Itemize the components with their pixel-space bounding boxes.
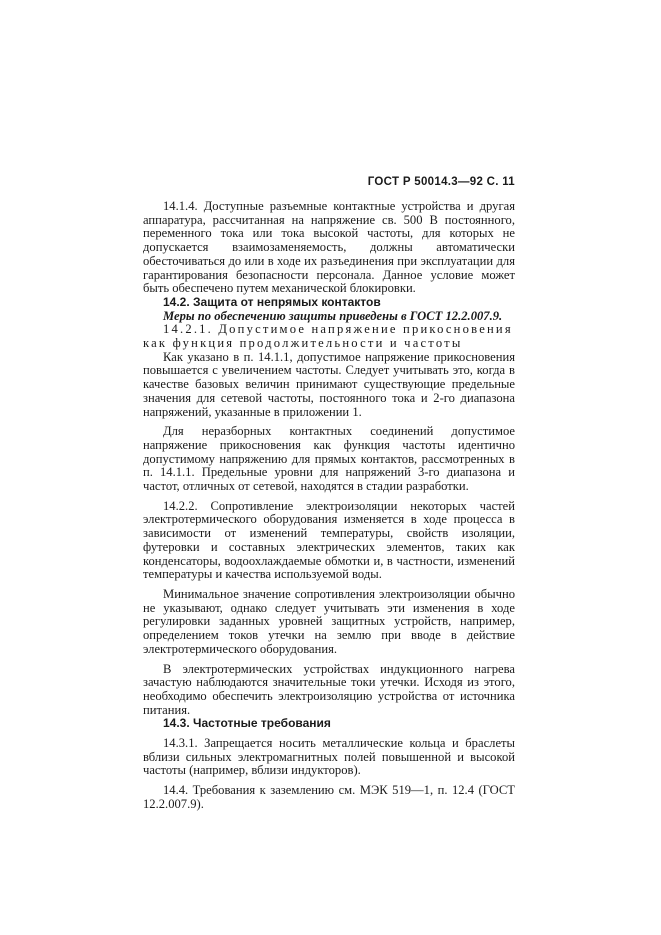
paragraph-14-4: 14.4. Требования к заземлению см. МЭК 519—1, п. 12.4 (ГОСТ 12.2.007.9). [143,783,515,811]
paragraph-14-2-1-b: Для неразборных контактных соединений допустимое напряжение прикосновения как функция частоты идентично допустимому напряжению для прямых контактов, рассмотренных в п. 14.1.1. Предельные уровни для напряжений 3-го диапазона и частот, отличных от сетевой, находятся в стадии разработки. [143,424,515,494]
paragraph-14-2-2-b: Минимальное значение сопротивления электроизоляции обычно не указывают, однако следует учитывать эти изменения в ходе регулировки заданных уровней защитных устройств, например, определением токов утечки на землю при вводе в действие электротермического оборудования. [143,586,515,656]
paragraph-14-1-4: 14.1.4. Доступные разъемные контактные устройства и другая аппаратура, рассчитанная на напряжение св. 500 В постоянного, переменного тока или тока высокой частоты, для которых не допускается взаимозаменяемость, должны автоматически обесточиваться до или в ходе их разъединения при эксплуатации для гарантирования безопасности персонала. Данное условие может быть обеспечено путем механической блокировки. [143,199,515,296]
paragraph-14-3-1: 14.3.1. Запрещается носить металлические кольца и браслеты вблизи сильных электромагнитных полей повышенной и высокой частоты (например, вблизи индукторов). [143,736,515,778]
paragraph-14-2-2: 14.2.2. Сопротивление электроизоляции некоторых частей электротермического оборудования изменяется в ходе процесса в зависимости от изменений температуры, свойств изоляции, футеровки и составных электрических элементов, таких как конденсаторы, водоохлаждаемые обмотки и, в частности, изменений температуры и качества используемой воды. [143,498,515,582]
heading-14-3: 14.3. Частотные требования [163,716,331,731]
paragraph-14-2-1-a: Как указано в п. 14.1.1, допустимое напряжение прикосновения повышается с увеличением частоты. Следует учитывать это, когда в качестве базовых величин принимают существующие предельные значения для сетевой частоты, постоянного тока и 2-го диапазона напряжений, указанные в приложении 1. [143,349,515,419]
heading-14-2: 14.2. Защита от непрямых контактов [163,294,381,309]
document-body [143,200,515,812]
paragraph-14-2-2-c: В электротермических устройствах индукционного нагрева зачастую наблюдаются значительные токи утечки. Исходя из этого, необходимо обеспечить электроизоляцию устройства от источника питания. [143,661,515,717]
heading-14-2-1: 14.2.1. Допустимое напряжение прикосновения как функция продолжительности и частоты [143,322,513,351]
reference-14-2: Меры по обеспечению защиты приведены в ГОСТ 12.2.007.9. [163,308,503,323]
page-header: ГОСТ Р 50014.3—92 С. 11 [367,176,515,188]
